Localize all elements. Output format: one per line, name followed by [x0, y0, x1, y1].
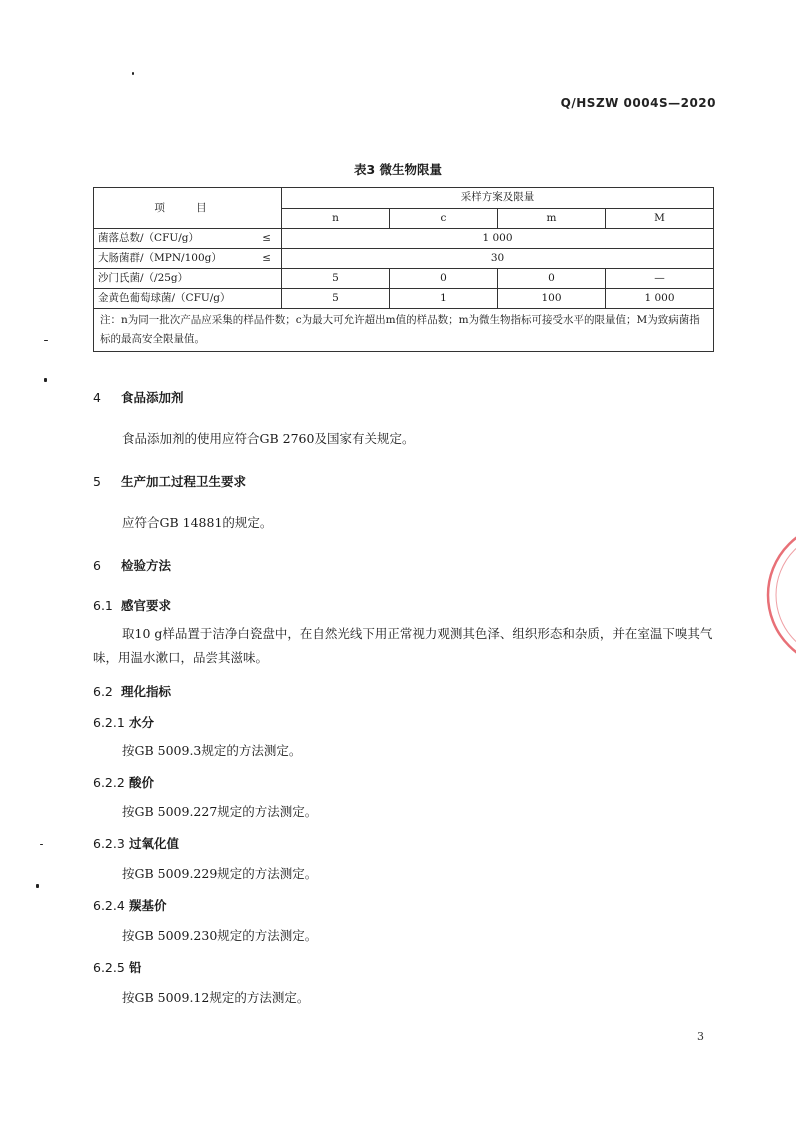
section-4-heading: [93, 388, 184, 406]
section-title: 食品添加剂: [121, 390, 184, 405]
section-6-1-text: 取10 g样品置于洁净白瓷盘中，在自然光线下用正常视力观测其色泽、组织形态和杂质，并在室温下嗅其气味，用温水漱口，品尝其滋味。: [93, 626, 713, 665]
scan-speck: [132, 72, 134, 75]
section-number: 4: [93, 390, 101, 405]
col-M: M: [606, 208, 714, 229]
cell-M: 1 000: [606, 289, 714, 309]
cell-c: 1: [390, 289, 498, 309]
section-6-2-5-heading: [93, 958, 142, 976]
table-row: [94, 249, 714, 269]
row-item: 沙门氏菌/（/25g）: [94, 269, 282, 289]
table-row: [94, 289, 714, 309]
symbol: ≤: [262, 232, 271, 244]
scan-speck: [36, 884, 39, 888]
cell-m: 0: [498, 269, 606, 289]
section-number: 6.2.3: [93, 836, 125, 851]
sampling-header: 采样方案及限量: [282, 188, 714, 209]
section-5-text: 应符合GB 14881的规定。: [122, 515, 273, 530]
scan-speck: [40, 844, 43, 845]
item-label: 菌落总数/（CFU/g）: [98, 232, 199, 244]
section-6-2-1-heading: [93, 713, 154, 731]
section-6-2-3-heading: [93, 834, 179, 852]
col-m: m: [498, 208, 606, 229]
section-title: 生产加工过程卫生要求: [121, 474, 247, 489]
section-number: 6.2.5: [93, 960, 125, 975]
cell-n: 5: [282, 269, 390, 289]
item-label: 大肠菌群/（MPN/100g）: [98, 252, 222, 264]
section-title: 过氧化值: [129, 836, 180, 851]
scan-speck: [44, 340, 48, 341]
merged-value: 30: [282, 249, 714, 269]
section-6-2-5-text: 按GB 5009.12规定的方法测定。: [122, 990, 310, 1005]
section-title: 检验方法: [121, 558, 172, 573]
section-5-heading: [93, 472, 246, 490]
section-title: 铅: [129, 960, 142, 975]
section-title: 水分: [129, 715, 155, 730]
stamp-seal-icon: [750, 520, 796, 670]
table-note: 注：n为同一批次产品应采集的样品件数；c为最大可允许超出m值的样品数；m为微生物指标可接受水平的限量值；M为致病菌指标的最高安全限量值。: [94, 309, 714, 352]
microbial-limits-table: [93, 187, 714, 352]
row-item: [94, 229, 282, 249]
cell-M: —: [606, 269, 714, 289]
cell-n: 5: [282, 289, 390, 309]
section-number: 5: [93, 474, 101, 489]
scan-speck: [44, 378, 47, 382]
section-6-2-heading: [93, 682, 171, 700]
section-6-2-1-text: 按GB 5009.3规定的方法测定。: [122, 743, 302, 758]
row-item: 金黄色葡萄球菌/（CFU/g）: [94, 289, 282, 309]
merged-value: 1 000: [282, 229, 714, 249]
col-n: n: [282, 208, 390, 229]
section-number: 6: [93, 558, 101, 573]
item-header: 项 目: [94, 188, 282, 229]
cell-m: 100: [498, 289, 606, 309]
section-number: 6.2: [93, 684, 113, 699]
table-row: [94, 229, 714, 249]
section-title: 理化指标: [121, 684, 172, 699]
section-6-2-2-text: 按GB 5009.227规定的方法测定。: [122, 804, 318, 819]
table-title: 表3 微生物限量: [353, 162, 443, 177]
section-6-2-4-heading: [93, 896, 167, 914]
section-title: 感官要求: [121, 598, 172, 613]
section-number: 6.2.1: [93, 715, 125, 730]
table-row: [94, 269, 714, 289]
section-number: 6.2.4: [93, 898, 125, 913]
section-number: 6.2.2: [93, 775, 125, 790]
table-note-row: [94, 309, 714, 352]
col-c: c: [390, 208, 498, 229]
table-header-row: [94, 188, 714, 209]
section-6-2-2-heading: [93, 773, 154, 791]
section-6-1-heading: [93, 596, 171, 614]
page-number: 3: [697, 1030, 704, 1043]
section-title: 酸价: [129, 775, 155, 790]
row-item: [94, 249, 282, 269]
section-title: 羰基价: [129, 898, 167, 913]
section-6-2-3-text: 按GB 5009.229规定的方法测定。: [122, 866, 318, 881]
cell-c: 0: [390, 269, 498, 289]
section-4-text: 食品添加剂的使用应符合GB 2760及国家有关规定。: [122, 431, 415, 446]
section-6-2-4-text: 按GB 5009.230规定的方法测定。: [122, 928, 318, 943]
symbol: ≤: [262, 252, 271, 264]
section-6-heading: [93, 556, 171, 574]
section-number: 6.1: [93, 598, 113, 613]
standard-code: Q/HSZW 0004S—2020: [560, 96, 716, 110]
